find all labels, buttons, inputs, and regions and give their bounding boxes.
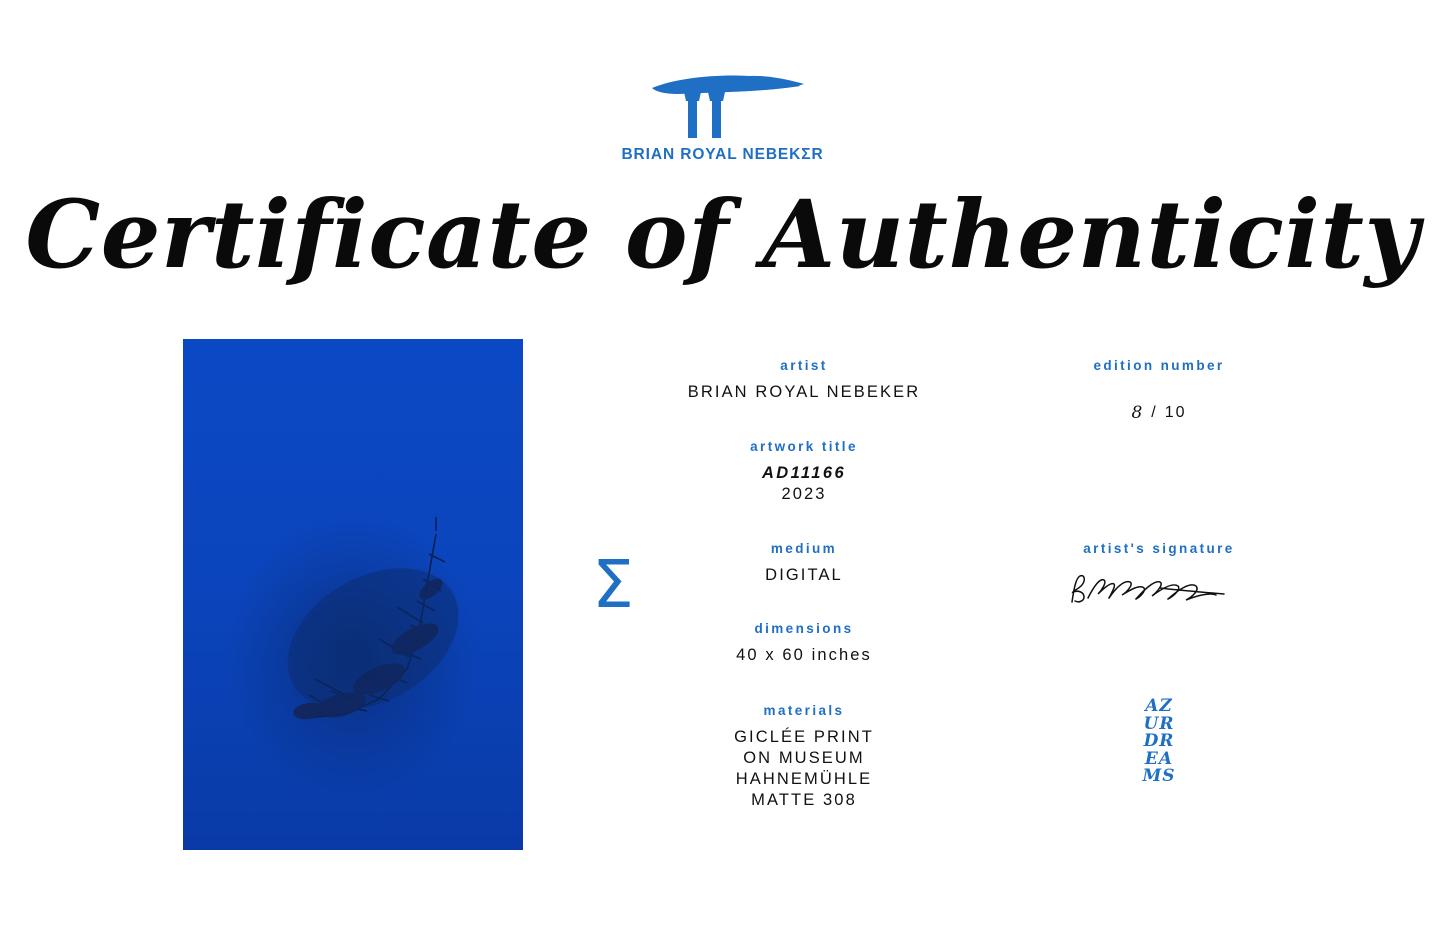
brand-name: BRIAN ROYAL NEBEKΣR xyxy=(621,146,824,163)
edition-total: 10 xyxy=(1164,404,1187,421)
azure-dreams-line: DR xyxy=(1143,731,1175,751)
azure-dreams-line: UR xyxy=(1143,713,1175,734)
field-artist-label: artist xyxy=(780,358,828,373)
field-materials-label: materials xyxy=(763,703,845,718)
azure-dreams-line: EA xyxy=(1144,748,1174,769)
field-dimensions-value: 40 x 60 inches xyxy=(736,646,872,664)
field-medium xyxy=(663,541,945,586)
edition-number-value: 8 xyxy=(1131,403,1145,423)
field-artist-signature xyxy=(1018,541,1300,616)
bird-logo-icon xyxy=(638,72,808,144)
field-artist xyxy=(663,358,945,403)
edition-separator: / xyxy=(1151,404,1158,421)
field-dimensions-label: dimensions xyxy=(754,621,854,636)
field-materials-line: GICLÉE PRINT xyxy=(734,728,874,746)
field-artwork-title-year: 2023 xyxy=(781,485,827,503)
field-artwork-title-value: AD11166 xyxy=(761,464,847,482)
field-medium-label: medium xyxy=(770,541,838,556)
artwork-image xyxy=(183,339,523,850)
azure-dreams-wordmark xyxy=(1018,698,1300,786)
field-materials-line: HAHNEMÜHLE xyxy=(735,770,873,788)
field-edition-number-label: edition number xyxy=(1093,358,1225,373)
field-artist-value: BRIAN ROYAL NEBEKER xyxy=(687,383,921,401)
edition-number-row xyxy=(1018,403,1300,423)
field-edition-number xyxy=(1018,358,1300,423)
azure-dreams-line: AZ xyxy=(1145,696,1173,716)
page-title: Certificate of Authenticity xyxy=(25,180,1420,290)
azure-dreams-line: MS xyxy=(1142,766,1176,786)
field-dimensions xyxy=(663,621,945,666)
field-medium-value: DIGITAL xyxy=(765,566,843,584)
brand-block xyxy=(0,72,1445,164)
field-materials-line: MATTE 308 xyxy=(751,791,857,809)
handwritten-signature-icon xyxy=(1018,568,1300,616)
field-materials-line: ON MUSEUM xyxy=(743,749,865,767)
field-artist-signature-label: artist's signature xyxy=(1083,541,1235,556)
field-artwork-title-label: artwork title xyxy=(750,439,858,454)
field-materials xyxy=(663,703,945,811)
sigma-divider-icon: Σ xyxy=(592,546,634,623)
field-artwork-title xyxy=(663,439,945,505)
